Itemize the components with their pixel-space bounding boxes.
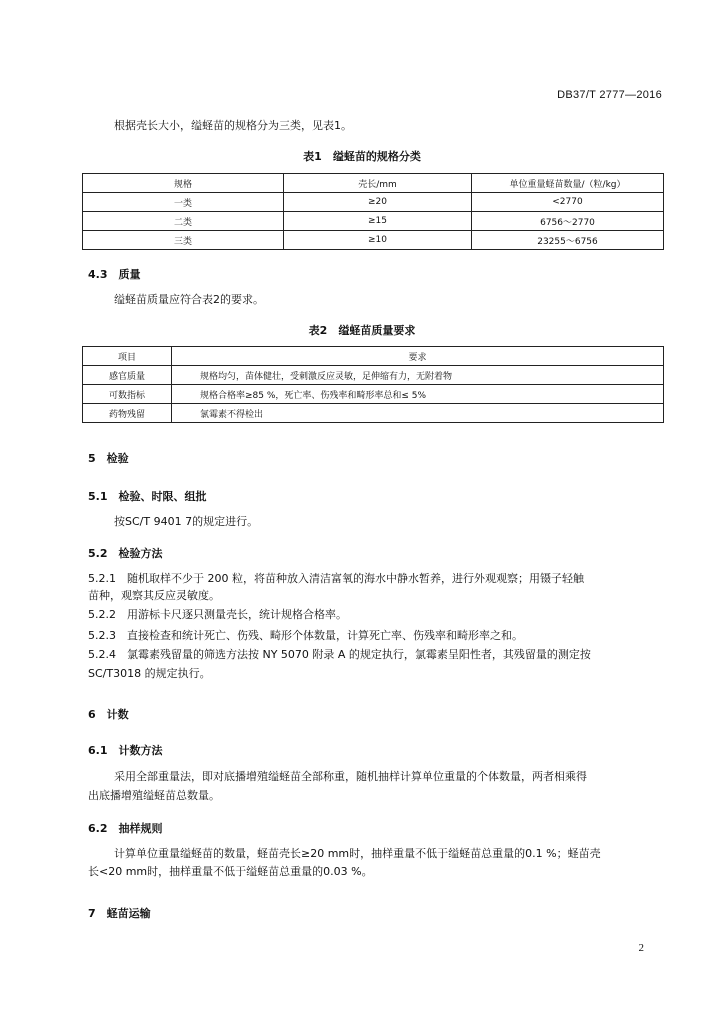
table1-caption: 表1 缢蛏苗的规格分类 — [303, 150, 421, 163]
section-4-3-text: 缢蛏苗质量应符合表2的要求。 — [114, 293, 264, 306]
section-6-2-line2: 长<20 mm时，抽样重量不低于缢蛏苗总重量的0.03 %。 — [88, 865, 373, 878]
section-6-1-line2: 出底播增殖缢蛏苗总数量。 — [88, 789, 220, 802]
column-header: 项目 — [83, 347, 172, 366]
table-cell: 规格均匀，苗体健壮，受刺激反应灵敏，足伸缩有力，无附着物 — [172, 366, 664, 385]
column-header: 单位重量蛏苗数量/（粒/kg） — [472, 174, 664, 193]
table-cell: 6756～2770 — [472, 212, 664, 231]
quality-requirements-table — [82, 346, 664, 423]
doc-code-header: DB37/T 2777—2016 — [557, 89, 662, 101]
table-cell: 感官质量 — [83, 366, 172, 385]
section-5-2-1-line2: 苗种，观察其反应灵敏度。 — [88, 589, 220, 602]
section-6-2-heading: 6.2 抽样规则 — [88, 822, 163, 835]
section-4-3-heading: 4.3 质量 — [88, 268, 141, 281]
table-cell: 二类 — [83, 212, 284, 231]
column-header: 要求 — [172, 347, 664, 366]
table-row — [83, 385, 664, 404]
table-header-row — [83, 174, 664, 193]
table-cell: ≥10 — [284, 231, 472, 250]
table-cell: 一类 — [83, 193, 284, 212]
table-cell: <2770 — [472, 193, 664, 212]
table-cell: 三类 — [83, 231, 284, 250]
table-cell: 药物残留 — [83, 404, 172, 423]
section-5-2-heading: 5.2 检验方法 — [88, 547, 163, 560]
column-header: 规格 — [83, 174, 284, 193]
table-row — [83, 212, 664, 231]
section-5-1-text: 按SC/T 9401 7的规定进行。 — [114, 515, 259, 528]
section-5-2-4-line1: 5.2.4 氯霉素残留量的筛选方法按 NY 5070 附录 A 的规定执行，氯霉素呈阳性者，其残留量的测定按 — [88, 648, 591, 661]
section-5-2-2-text: 5.2.2 用游标卡尺逐只测量壳长，统计规格合格率。 — [88, 608, 347, 621]
table-cell: ≥15 — [284, 212, 472, 231]
table-cell: 氯霉素不得检出 — [172, 404, 664, 423]
section-6-heading: 6 计数 — [88, 708, 129, 721]
section-7-heading: 7 蛏苗运输 — [88, 907, 151, 920]
table-header-row — [83, 347, 664, 366]
page-number: 2 — [638, 942, 644, 954]
table-row — [83, 231, 664, 250]
column-header: 壳长/mm — [284, 174, 472, 193]
section-5-2-3-text: 5.2.3 直接检查和统计死亡、伤残、畸形个体数量，计算死亡率、伤残率和畸形率之和。 — [88, 629, 523, 642]
table-row — [83, 193, 664, 212]
section-5-1-heading: 5.1 检验、时限、组批 — [88, 490, 207, 503]
intro-paragraph: 根据壳长大小，缢蛏苗的规格分为三类，见表1。 — [114, 119, 352, 132]
section-6-2-line1: 计算单位重量缢蛏苗的数量，蛏苗壳长≥20 mm时，抽样重量不低于缢蛏苗总重量的0.1 %；蛏苗壳 — [114, 847, 601, 860]
section-5-heading: 5 检验 — [88, 452, 129, 465]
table-cell: 可数指标 — [83, 385, 172, 404]
table-row — [83, 366, 664, 385]
section-6-1-line1: 采用全部重量法，即对底播增殖缢蛏苗全部称重，随机抽样计算单位重量的个体数量，两者相乘得 — [114, 770, 587, 783]
table2-caption: 表2 缢蛏苗质量要求 — [308, 324, 416, 337]
table-cell: 规格合格率≥85 %，死亡率、伤残率和畸形率总和≤ 5% — [172, 385, 664, 404]
section-6-1-heading: 6.1 计数方法 — [88, 744, 163, 757]
table-cell: 23255～6756 — [472, 231, 664, 250]
table-cell: ≥20 — [284, 193, 472, 212]
section-5-2-4-line2: SC/T3018 的规定执行。 — [88, 667, 211, 680]
spec-classification-table — [82, 173, 664, 250]
section-5-2-1-line1: 5.2.1 随机取样不少于 200 粒，将苗种放入清洁富氧的海水中静水暂养，进行外观观察；用镊子轻触 — [88, 572, 584, 585]
table-row — [83, 404, 664, 423]
